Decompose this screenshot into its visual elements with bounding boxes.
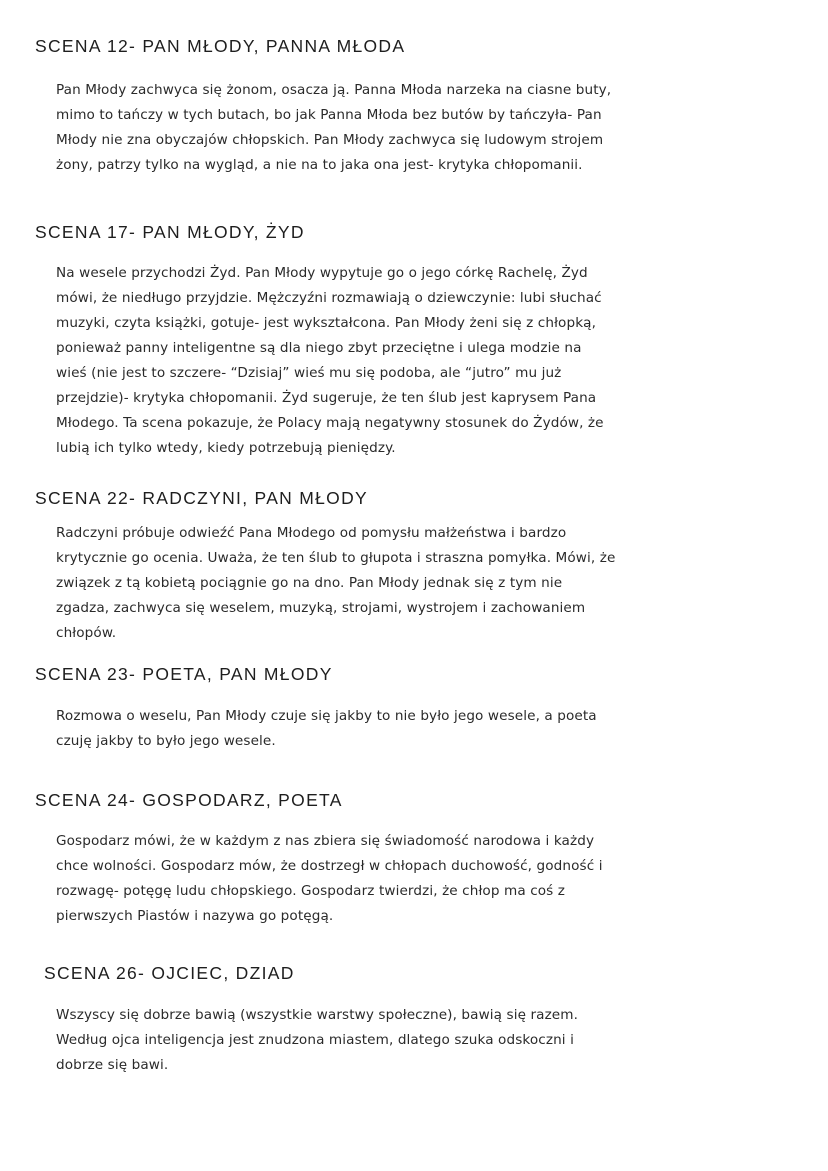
section-heading: SCENA 12- PAN MŁODY, PANNA MŁODA [35,36,406,56]
body-line: chce wolności. Gospodarz mów, że dostrzegł w chłopach duchowość, godność i [56,858,603,874]
body-line: rozwagę- potęgę ludu chłopskiego. Gospodarz twierdzi, że chłop ma coś z [56,883,566,899]
body-line: mówi, że niedługo przyjdzie. Mężczyźni rozmawiają o dziewczynie: lubi słuchać [56,290,602,306]
section-heading: SCENA 23- POETA, PAN MŁODY [35,664,333,684]
body-line: Młodego. Ta scena pokazuje, że Polacy mają negatywny stosunek do Żydów, że [56,415,604,431]
body-line: dobrze się bawi. [56,1057,169,1073]
body-line: żony, patrzy tylko na wygląd, a nie na to jaka ona jest- krytyka chłopomanii. [56,157,583,173]
body-line: Według ojca inteligencja jest znudzona miastem, dlatego szuka odskoczni i [56,1032,574,1048]
body-line: związek z tą kobietą pociągnie go na dno. Pan Młody jednak się z tym nie [56,575,563,591]
section-body [56,829,603,929]
body-line: pierwszych Piastów i nazywa go potęgą. [56,908,334,924]
body-line: mimo to tańczy w tych butach, bo jak Panna Młoda bez butów by tańczyła- Pan [56,107,602,123]
section-body [56,1003,578,1078]
body-line: czuję jakby to było jego wesele. [56,733,276,749]
section-body [56,78,611,178]
body-line: ponieważ panny inteligentne są dla niego zbyt przeciętne i ulega modzie na [56,340,582,356]
body-line: Pan Młody zachwyca się żonom, osacza ją. Panna Młoda narzeka na ciasne buty, [56,82,612,98]
body-line: Gospodarz mówi, że w każdym z nas zbiera się świadomość narodowa i każdy [56,833,595,849]
body-line: Radczyni próbuje odwieźć Pana Młodego od pomysłu małżeństwa i bardzo [56,525,567,541]
section-body [56,704,597,754]
section-heading: SCENA 17- PAN MŁODY, ŻYD [35,222,305,242]
section-heading: SCENA 22- RADCZYNI, PAN MŁODY [35,488,368,508]
body-line: Wszyscy się dobrze bawią (wszystkie warstwy społeczne), bawią się razem. [56,1007,579,1023]
section-heading: SCENA 24- GOSPODARZ, POETA [35,790,343,810]
body-line: chłopów. [56,625,117,641]
body-line: krytycznie go ocenia. Uważa, że ten ślub to głupota i straszna pomyłka. Mówi, że [56,550,616,566]
body-line: Na wesele przychodzi Żyd. Pan Młody wypytuje go o jego córkę Rachelę, Żyd [56,265,588,281]
body-line: lubią ich tylko wtedy, kiedy potrzebują pieniędzy. [56,440,396,456]
body-line: zgadza, zachwyca się weselem, muzyką, strojami, wystrojem i zachowaniem [56,600,586,616]
section-body [56,261,604,461]
body-line: Młody nie zna obyczajów chłopskich. Pan Młody zachwyca się ludowym strojem [56,132,604,148]
body-line: muzyki, czyta książki, gotuje- jest wykształcona. Pan Młody żeni się z chłopką, [56,315,597,331]
body-line: wieś (nie jest to szczere- “Dzisiaj” wieś mu się podoba, ale “jutro” mu już [56,365,562,381]
section-heading: SCENA 26- OJCIEC, DZIAD [44,963,295,983]
body-line: Rozmowa o weselu, Pan Młody czuje się jakby to nie było jego wesele, a poeta [56,708,597,724]
section-body [56,521,615,646]
body-line: przejdzie)- krytyka chłopomanii. Żyd sugeruje, że ten ślub jest kaprysem Pana [56,390,597,406]
